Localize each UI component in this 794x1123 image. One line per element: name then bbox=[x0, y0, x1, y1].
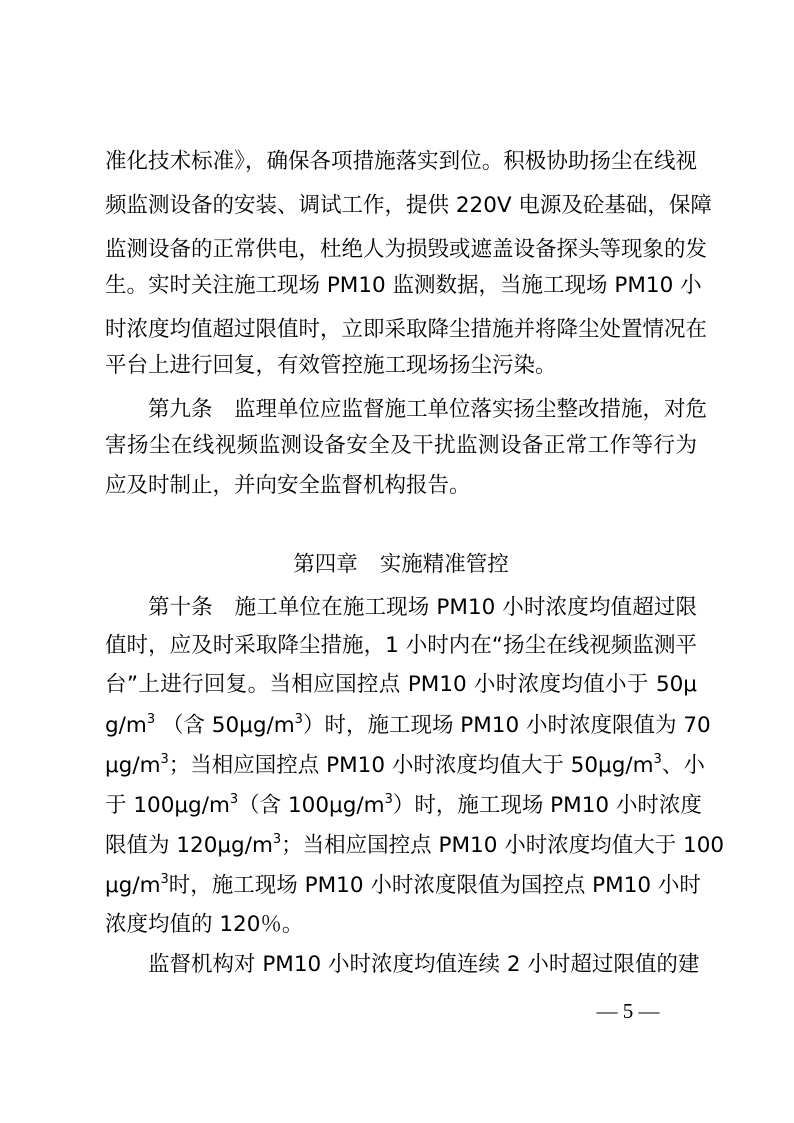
text-line: 监测设备的正常供电，杜绝人为损毁或遮盖设备探头等现象的发 bbox=[105, 237, 708, 262]
article-9-line: 应及时制止，并向安全监督机构报告。 bbox=[105, 473, 471, 498]
page-number: — 5 — bbox=[596, 999, 660, 1023]
article-10-line: 浓度均值的 120％。 bbox=[105, 912, 304, 937]
article-10-line: $\mu g/m^3$；当相应国控点 PM10 小时浓度均值大于 $50\mu g/m^3$、小 bbox=[105, 752, 705, 778]
article-10-line: 第十条 施工单位在施工现场 PM10 小时浓度均值超过限 bbox=[148, 595, 697, 620]
article-9-line: 第九条 监理单位应监督施工单位落实扬尘整改措施，对危 bbox=[148, 397, 708, 422]
text-line: 生。实时关注施工现场 PM10 监测数据，当施工现场 PM10 小 bbox=[105, 273, 702, 298]
text-line: 频监测设备的安装、调试工作，提供 220V 电源及砼基础，保障 bbox=[105, 193, 712, 218]
article-10-line: $g/m^3$ （含 $50\mu g/m^3$）时，施工现场 PM10 小时浓度限值为 70 bbox=[105, 712, 711, 738]
paragraph-line: 监督机构对 PM10 小时浓度均值连续 2 小时超过限值的建 bbox=[148, 952, 700, 977]
article-10-line: 于 $100\mu g/m^3$（含 $100\mu g/m^3$）时，施工现场 PM10 小时浓度 bbox=[105, 792, 702, 818]
article-10-line: $\mu g/m^3$时，施工现场 PM10 小时浓度限值为国控点 PM10 小时 bbox=[105, 872, 701, 898]
chapter-title: 实施精准管控 bbox=[379, 552, 509, 577]
chapter-number: 第四章 bbox=[293, 552, 358, 577]
chapter-heading bbox=[105, 545, 697, 585]
article-10-line: 限值为 $120\mu g/m^3$；当相应国控点 PM10 小时浓度均值大于 100 bbox=[105, 832, 725, 858]
text-line: 平台上进行回复，有效管控施工现场扬尘污染。 bbox=[105, 353, 557, 378]
article-10-line: 台”上进行回复。当相应国控点 PM10 小时浓度均值小于 50μ bbox=[105, 672, 697, 697]
text-line: 准化技术标准》，确保各项措施落实到位。积极协助扬尘在线视 bbox=[105, 149, 697, 174]
article-10-line: 值时，应及时采取降尘措施，1 小时内在“扬尘在线视频监测平 bbox=[105, 633, 697, 658]
text-line: 时浓度均值超过限值时，立即采取降尘措施并将降尘处置情况在 bbox=[105, 317, 708, 342]
article-9-line: 害扬尘在线视频监测设备安全及干扰监测设备正常工作等行为 bbox=[105, 433, 697, 458]
